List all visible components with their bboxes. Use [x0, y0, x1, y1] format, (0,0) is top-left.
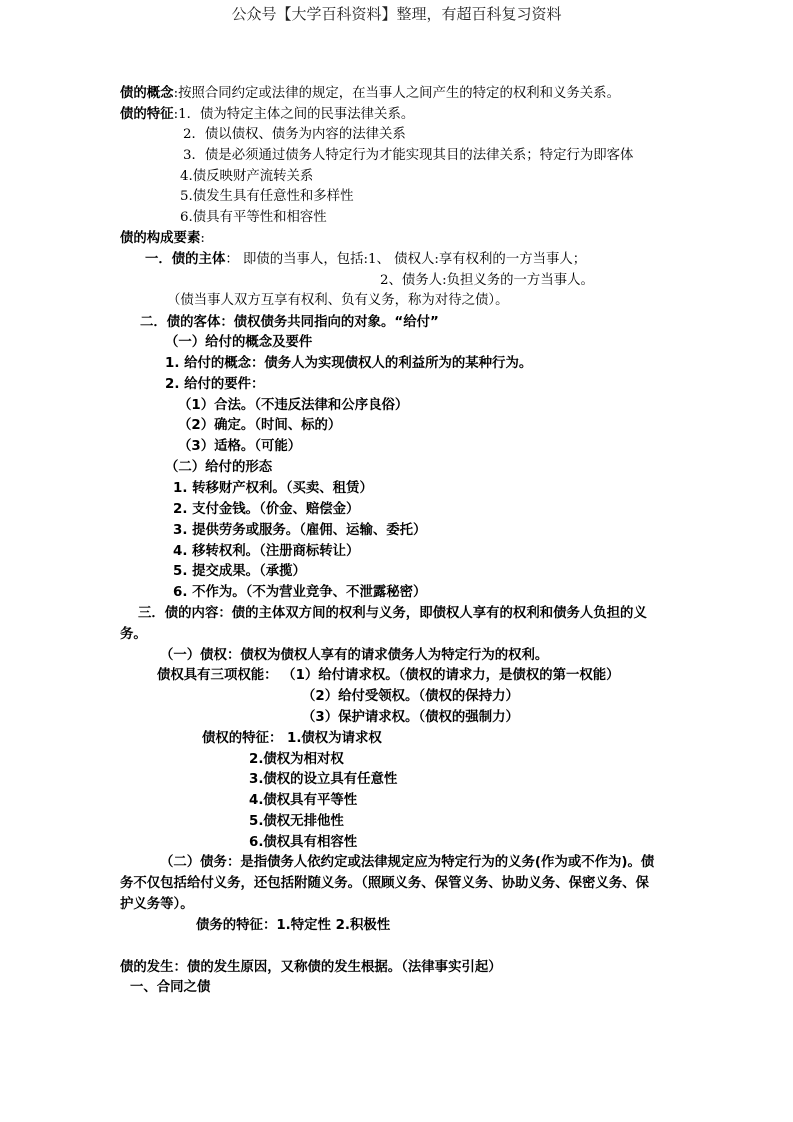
- bold-text: 三．债的内容：债的主体双方间的权利与义务，即债权人享有的权利和债务人负担的义: [138, 606, 647, 621]
- text-line: [160, 853, 732, 873]
- body-text: ： 即债的当事人，包括:1、 债权人:享有权利的一方当事人；: [225, 252, 587, 267]
- text-line: [183, 125, 406, 145]
- bold-text: （一）给付的概念及要件: [165, 335, 313, 350]
- bold-text: （二）债务：是指债务人依约定或法律规定应为特定行为的义务(作为或不作为)。债: [160, 855, 655, 870]
- text-line: [178, 437, 301, 457]
- text-line: [196, 916, 390, 936]
- bold-text: 一．债的主体: [145, 252, 226, 267]
- text-line: [180, 208, 327, 228]
- text-line: [249, 812, 344, 832]
- bold-text: 1. 给付的概念：债务人为实现债权人的利益所为的某种行为。: [165, 356, 533, 371]
- bold-text: 二．债的客体：债权债务共同指向的对象。“给付”: [140, 315, 439, 330]
- bold-text: （一）债权：债权为债权人享有的请求债务人为特定行为的权利。: [160, 648, 549, 663]
- text-line: [120, 105, 414, 125]
- bold-text: 债的概念: [120, 86, 174, 101]
- text-line: [380, 271, 594, 291]
- text-line: [165, 458, 272, 478]
- text-line: [249, 833, 357, 853]
- bold-text: 1. 转移财产权利。（买卖、租赁）: [173, 481, 373, 496]
- text-line: [130, 978, 210, 998]
- text-line: [302, 708, 519, 728]
- text-line: [120, 625, 147, 645]
- bold-text: 6. 不作为。（不为营业竞争、不泄露秘密）: [173, 585, 427, 600]
- bold-text: 2. 给付的要件：: [165, 377, 265, 392]
- bold-text: 债的发生：债的发生原因，又称债的发生根据。（法律事实引起）: [120, 960, 502, 975]
- body-text: 2、债务人:负担义务的一方当事人。: [380, 273, 594, 288]
- text-line: [160, 646, 548, 666]
- body-text: 6.债具有平等性和相容性: [180, 210, 327, 225]
- bold-text: 护义务等）。: [120, 897, 194, 912]
- text-line: [157, 666, 620, 686]
- text-line: [202, 729, 382, 749]
- bold-text: 2.债权为相对权: [249, 752, 344, 767]
- bold-text: 2. 支付金钱。（价金、赔偿金）: [173, 502, 360, 517]
- text-line: [180, 187, 353, 207]
- bold-text: 债权的特征： 1.债权为请求权: [202, 731, 382, 746]
- bold-text: 5. 提交成果。（承揽）: [173, 564, 306, 579]
- bold-text: 债权具有三项权能： （1）给付请求权。（债权的请求力，是债权的第一权能）: [157, 668, 620, 683]
- text-line: [173, 479, 373, 499]
- text-line: [178, 416, 341, 436]
- text-line: [249, 770, 397, 790]
- text-line: [165, 375, 264, 395]
- body-text: :: [200, 231, 205, 246]
- bold-text: 4. 移转权利。（注册商标转让）: [173, 544, 360, 559]
- bold-text: 债的特征: [120, 107, 174, 122]
- text-line: [120, 84, 620, 104]
- bold-text: 5.债权无排他性: [249, 814, 344, 829]
- bold-text: 3.债权的设立具有任意性: [249, 772, 398, 787]
- text-line: [249, 750, 344, 770]
- bold-text: （2）给付受领权。（债权的保持力）: [302, 689, 519, 704]
- text-line: [178, 396, 408, 416]
- text-line: [173, 521, 426, 541]
- page-header-watermark: 公众号【大学百科资料】整理，有超百科复习资料: [231, 5, 562, 23]
- text-line: [173, 500, 359, 520]
- text-line: [145, 250, 586, 270]
- bold-text: 一、合同之债: [130, 980, 211, 995]
- text-line: [165, 333, 312, 353]
- text-line: [167, 291, 508, 311]
- text-line: [120, 958, 502, 978]
- text-line: [173, 583, 426, 603]
- body-text: 5.债发生具有任意性和多样性: [180, 189, 354, 204]
- text-line: [249, 791, 357, 811]
- text-line: [302, 687, 519, 707]
- bold-text: （3）保护请求权。（债权的强制力）: [302, 710, 519, 725]
- bold-text: 6.债权具有相容性: [249, 835, 358, 850]
- bold-text: 务不仅包括给付义务，还包括附随义务。（照顾义务、保管义务、协助义务、保密义务、保: [120, 876, 649, 891]
- body-text: 4.债反映财产流转关系: [180, 169, 314, 184]
- bold-text: （2）确定。（时间、标的）: [178, 418, 342, 433]
- text-line: [140, 313, 439, 333]
- text-line: [138, 604, 710, 624]
- bold-text: 3. 提供劳务或服务。（雇佣、运输、委托）: [173, 523, 427, 538]
- text-line: [173, 542, 359, 562]
- body-text: 2．债以债权、债务为内容的法律关系: [183, 127, 406, 142]
- bold-text: （3）适格。（可能）: [178, 439, 302, 454]
- bold-text: 债的构成要素: [120, 231, 201, 246]
- body-text: :1．债为特定主体之间的民事法律关系。: [173, 107, 415, 122]
- body-text: 3．债是必须通过债务人特定行为才能实现其目的法律关系；特定行为即客体: [183, 148, 634, 163]
- text-line: [165, 354, 532, 374]
- bold-text: （二）给付的形态: [165, 460, 273, 475]
- bold-text: （1）合法。（不违反法律和公序良俗）: [178, 398, 409, 413]
- bold-text: 债务的特征：1.特定性 2.积极性: [196, 918, 391, 933]
- text-line: [173, 562, 306, 582]
- bold-text: 务。: [120, 627, 147, 642]
- body-text: :按照合同约定或法律的规定，在当事人之间产生的特定的权利和义务关系。: [173, 86, 620, 101]
- text-line: [120, 874, 692, 894]
- text-line: [183, 146, 633, 166]
- bold-text: 4.债权具有平等性: [249, 793, 358, 808]
- body-text: （债当事人双方互享有权利、负有义务，称为对待之债）。: [167, 293, 509, 308]
- text-line: [180, 167, 313, 187]
- text-line: [120, 895, 194, 915]
- text-line: [120, 229, 205, 249]
